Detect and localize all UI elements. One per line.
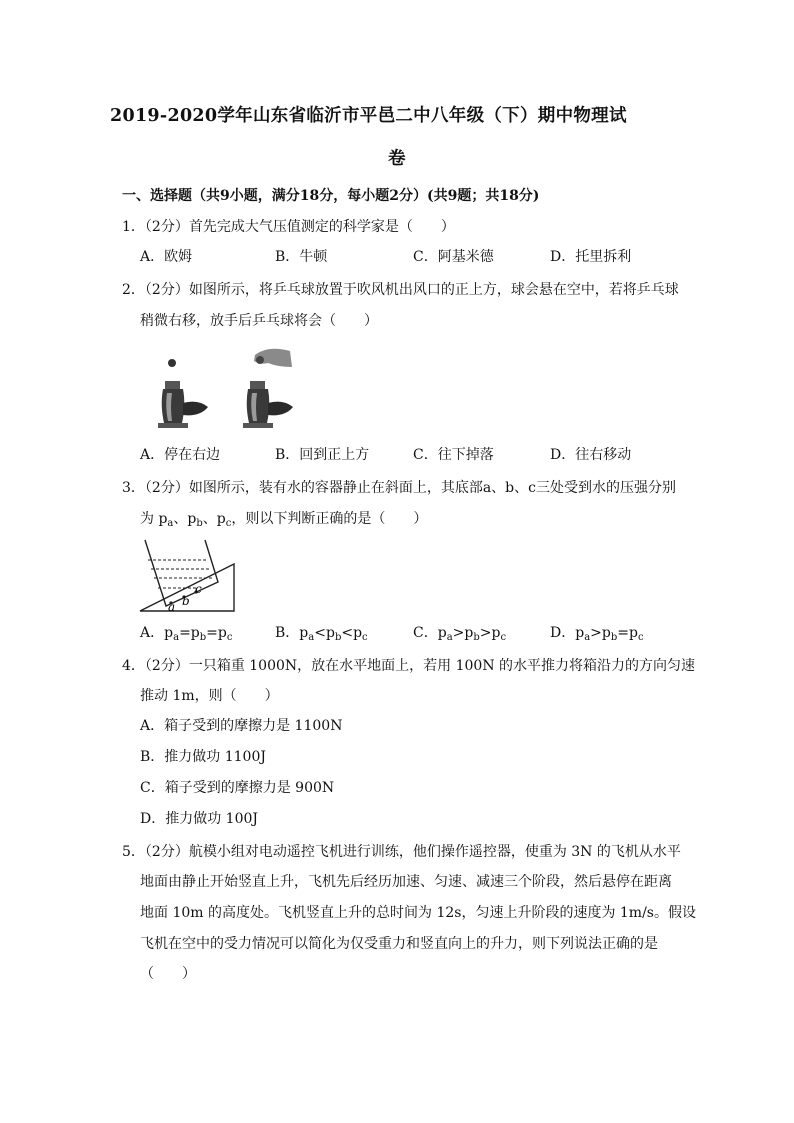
- q3-option-d[interactable]: D．$p_a>p_b=p_c$: [550, 625, 644, 643]
- q1-option-c[interactable]: C．阿基米德: [413, 249, 494, 265]
- q2-option-a[interactable]: A．停在右边: [140, 447, 221, 463]
- section-heading: 一、选择题（共9小题，满分18分，每小题2分）(共9题；共18分): [122, 188, 540, 204]
- question-5-line4: 飞机在空中的受力情况可以简化为仅受重力和竖直向上的升力，则下列说法正确的是: [140, 936, 658, 952]
- hairdryer-left: [158, 381, 208, 428]
- question-5-line5: （ ）: [140, 966, 196, 982]
- q4-option-c[interactable]: C．箱子受到的摩擦力是 900N: [140, 780, 335, 796]
- q1-option-d[interactable]: D．托里拆利: [550, 249, 632, 265]
- question-2-stem-line1: 2．（2分）如图所示，将乒乓球放置于吹风机出风口的正上方，球会悬在空中，若将乒乓球: [122, 282, 679, 298]
- q4-option-a[interactable]: A．箱子受到的摩擦力是 1100N: [140, 718, 343, 734]
- q3-option-a[interactable]: A．$p_a=p_b=p_c$: [140, 625, 233, 643]
- q3-option-c[interactable]: C．$p_a>p_b>p_c$: [413, 625, 507, 643]
- question-2-stem-line2: 稍微右移，放手后乒乓球将会（ ）: [140, 313, 378, 329]
- question-4-stem-line1: 4．（2分）一只箱重 1000N，放在水平地面上，若用 100N 的水平推力将箱沿力的方向匀速: [122, 658, 696, 674]
- question-3-stem-line1: 3．（2分）如图所示，装有水的容器静止在斜面上，其底部a、b、c三处受到水的压强分别: [122, 480, 676, 496]
- q2-option-d[interactable]: D．往右移动: [550, 447, 632, 463]
- question-1-stem: 1．（2分）首先完成大气压值测定的科学家是（ ）: [122, 219, 455, 235]
- ping-pong-ball-left: [168, 359, 176, 367]
- q1-option-b[interactable]: B．牛顿: [275, 249, 328, 265]
- question-5-line3: 地面 10m 的高度处。飞机竖直上升的总时间为 12s，匀速上升阶段的速度为 1m/s。假设: [140, 905, 696, 921]
- q3-option-b[interactable]: B．$p_a<p_b<p_c$: [275, 625, 368, 643]
- ping-pong-ball-right: [256, 356, 264, 364]
- q4-option-d[interactable]: D．推力做功 100J: [140, 811, 259, 827]
- q2-figure-hairdryer-ball: [150, 345, 300, 435]
- exam-title-continued: 卷: [388, 149, 406, 169]
- label-b: b: [182, 594, 190, 608]
- label-a: a: [168, 600, 176, 614]
- q4-option-b[interactable]: B．推力做功 1100J: [140, 749, 266, 765]
- q3-figure-container-on-slope: [138, 538, 238, 614]
- label-c: c: [195, 582, 202, 596]
- question-3-stem-line2: 为 $p_a$、$p_b$、$p_c$，则以下判断正确的是（ ）: [140, 511, 428, 529]
- question-5-line2: 地面由静止开始竖直上升，飞机先后经历加速、匀速、减速三个阶段，然后悬停在距离: [140, 874, 672, 890]
- exam-title: 2019-2020学年山东省临沂市平邑二中八年级（下）期中物理试: [110, 106, 627, 126]
- q2-option-b[interactable]: B．回到正上方: [275, 447, 370, 463]
- hairdryer-right: [243, 381, 293, 428]
- q1-option-a[interactable]: A．欧姆: [140, 249, 193, 265]
- q2-option-c[interactable]: C．往下掉落: [413, 447, 494, 463]
- question-4-stem-line2: 推动 1m，则（ ）: [140, 688, 279, 704]
- question-5-line1: 5．（2分）航模小组对电动遥控飞机进行训练，他们操作遥控器，使重为 3N 的飞机从水平: [122, 844, 681, 860]
